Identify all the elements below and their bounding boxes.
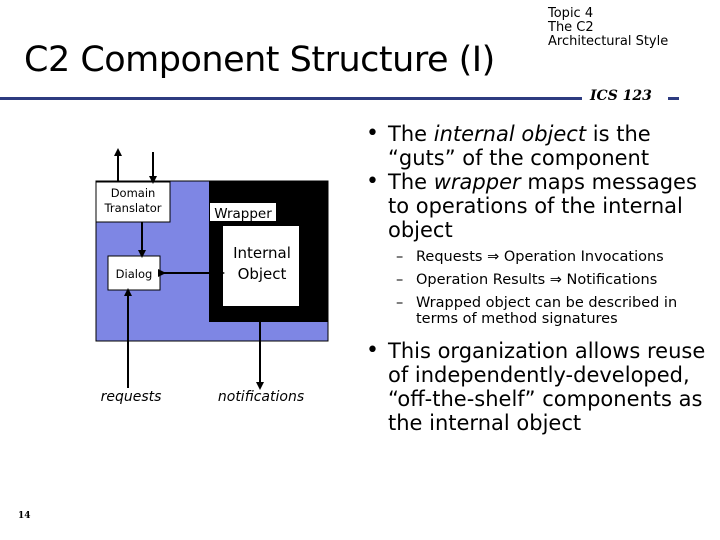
sub-bullet-item: – Requests ⇒ Operation Invocations (396, 249, 664, 265)
notifications-label: notifications (217, 389, 305, 405)
header-rule-end (668, 97, 679, 100)
bullet-dot: • (366, 169, 379, 194)
course-label: ICS 123 (590, 88, 652, 104)
topic-line: The C2 (548, 20, 594, 35)
implies-arrow-icon: ⇒ (487, 249, 500, 265)
domain-translator-label: Translator (104, 201, 162, 215)
topic-label (548, 7, 668, 49)
bullet-item: • The internal object is the “guts” of the component (366, 121, 651, 170)
requests-label: requests (100, 389, 162, 405)
topic-line: Architectural Style (548, 34, 669, 49)
sub-bullet-item: – Wrapped object can be described in terms of method signatures (396, 295, 678, 327)
page-number: 14 (18, 511, 31, 521)
implies-arrow-icon: ⇒ (549, 272, 562, 288)
bullet-item: • The wrapper maps messages to operations of the internal object (366, 169, 697, 242)
bullet-list (366, 122, 716, 435)
slide-title: C2 Component Structure (I) (24, 40, 495, 80)
sub-bullet-list (366, 249, 716, 327)
dialog-label: Dialog (115, 267, 153, 281)
wrapper-label: Wrapper (214, 206, 272, 222)
sub-bullet-item: – Operation Results ⇒ Notifications (396, 272, 658, 288)
topic-line: Topic 4 (548, 6, 594, 21)
domain-translator-label: Domain (110, 186, 156, 200)
internal-object-label: Internal (233, 244, 291, 262)
bullet-item: • This organization allows reuse of independently-developed, “off-the-shelf” components as the internal object (366, 338, 706, 435)
bullet-dot: • (366, 338, 379, 363)
internal-object-label: Object (237, 265, 287, 283)
bullet-dot: • (366, 121, 379, 146)
